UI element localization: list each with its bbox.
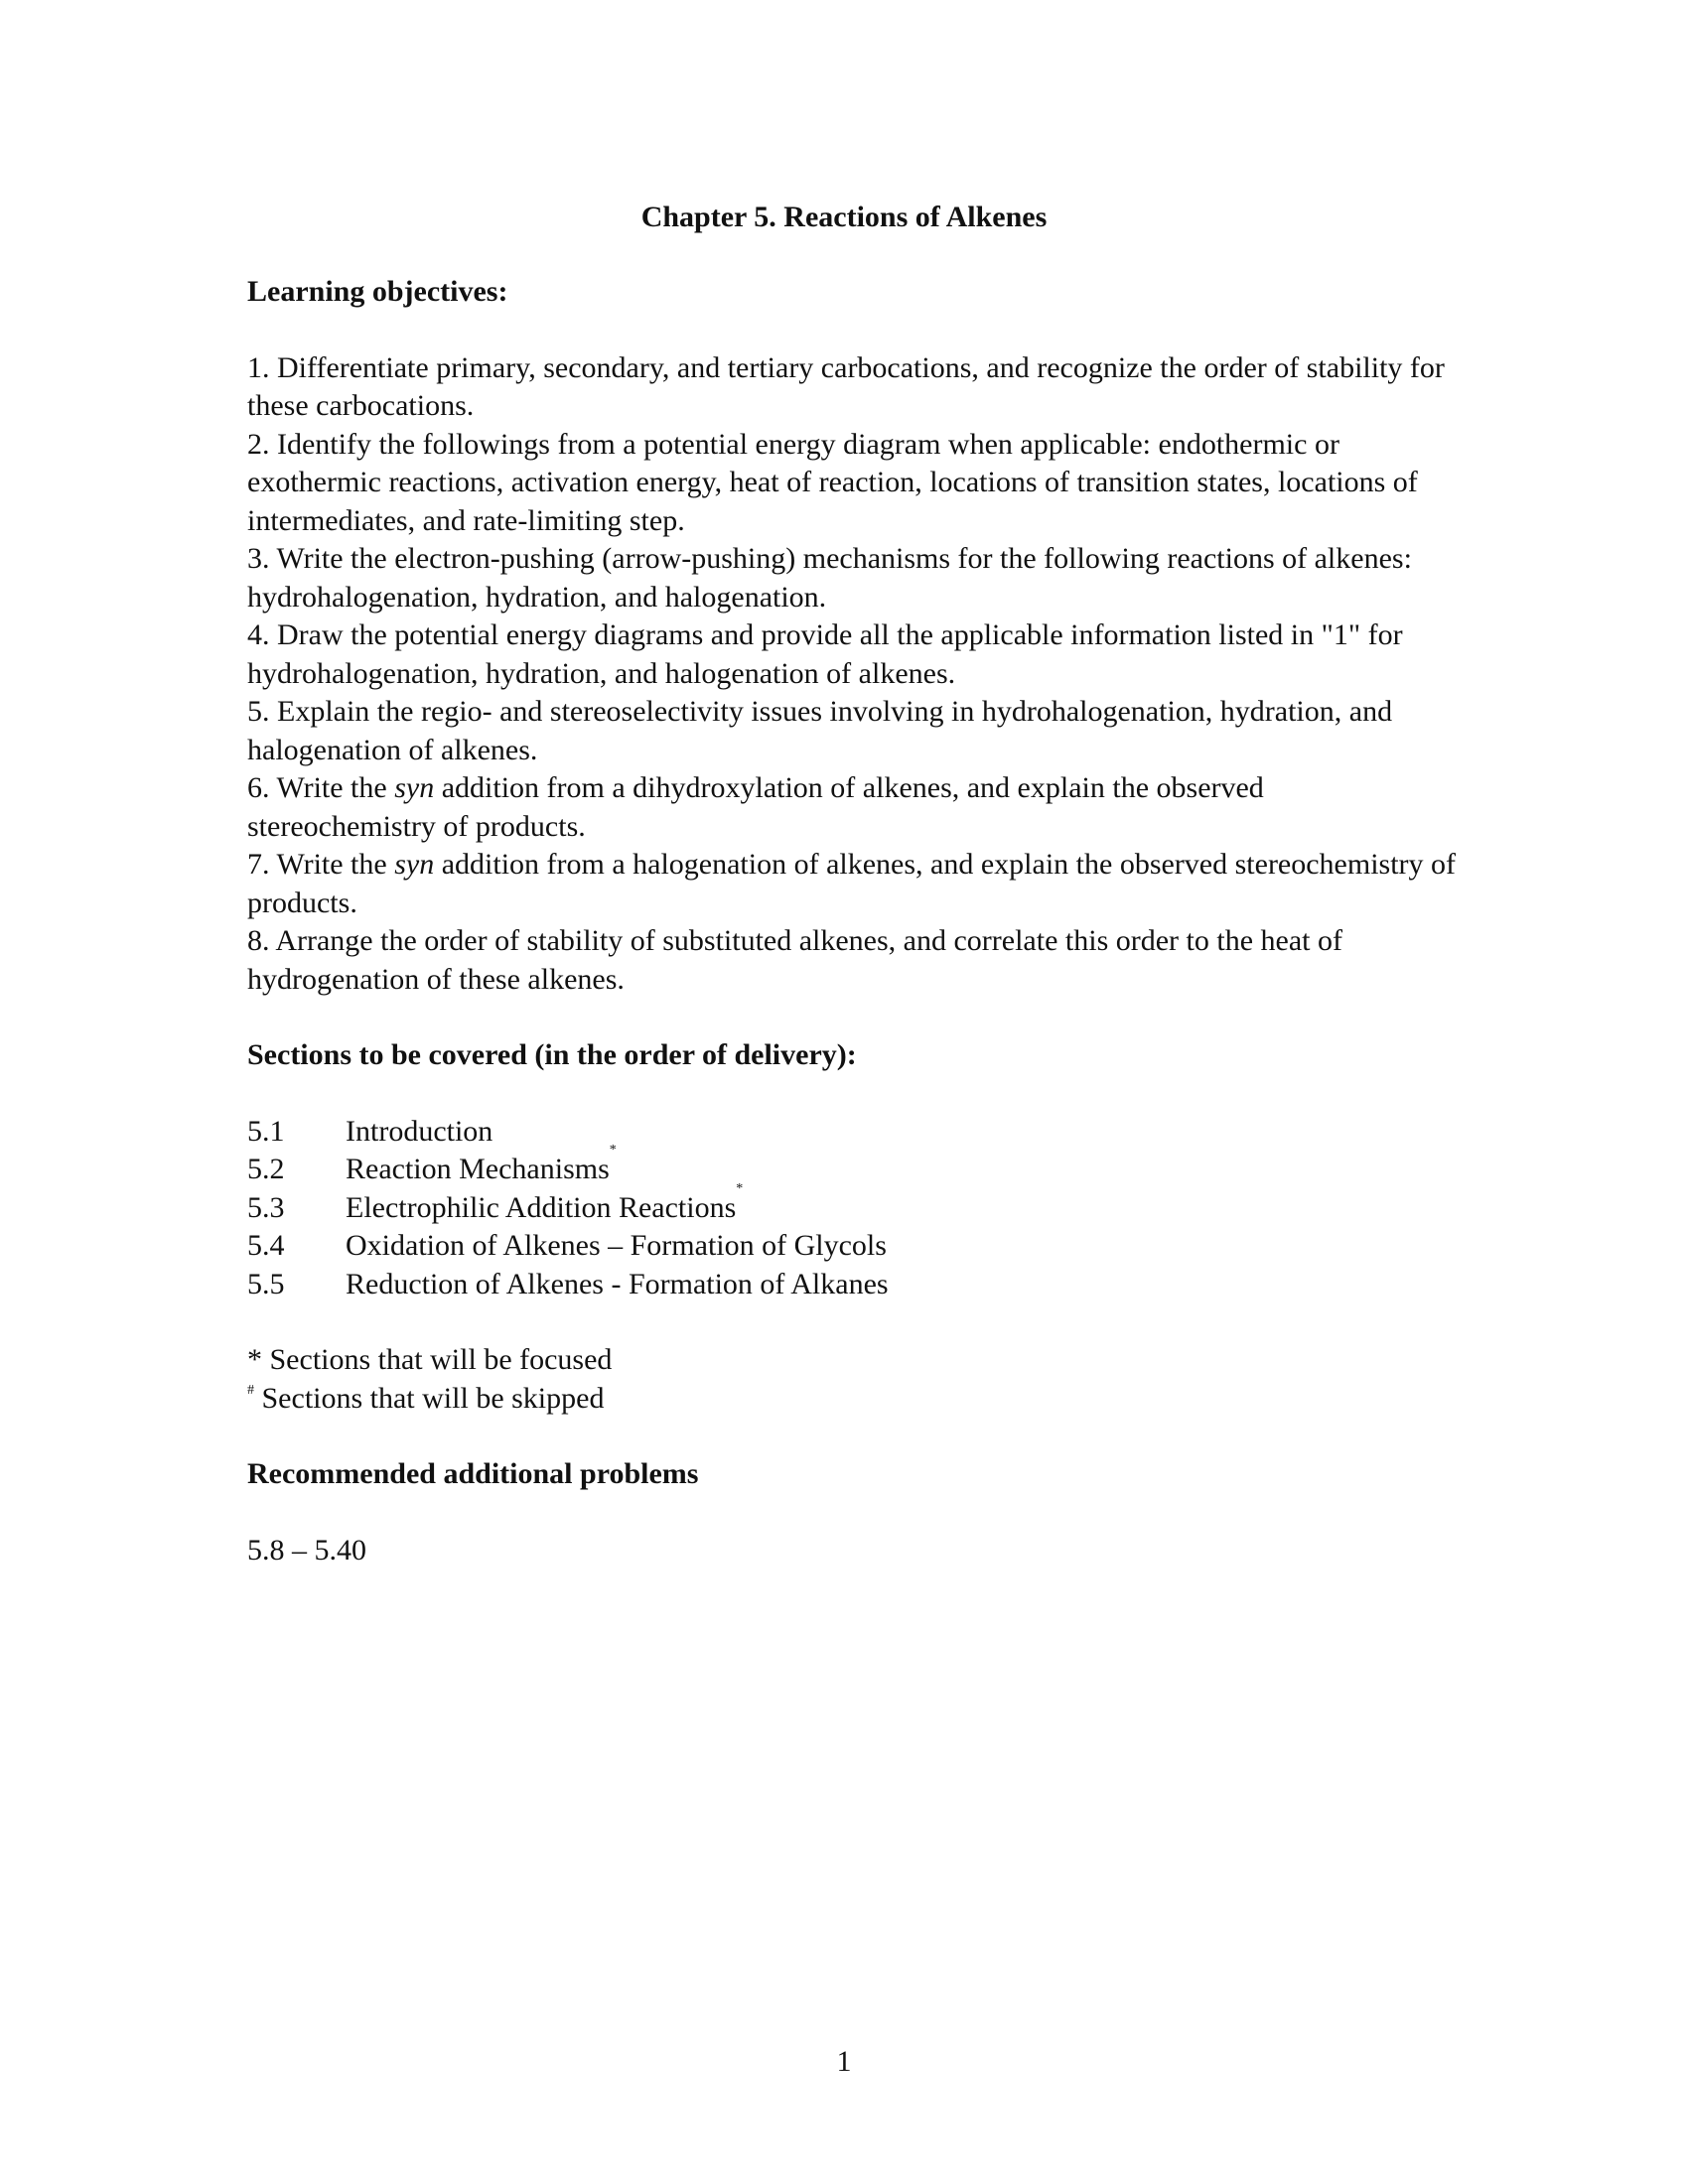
sections-list: [247, 1113, 1459, 1304]
section-item: [247, 1266, 1459, 1304]
section-mark: *: [609, 1143, 617, 1158]
section-number: 5.5: [247, 1267, 285, 1300]
chapter-title: Chapter 5. Reactions of Alkenes: [640, 201, 1048, 233]
objectives-list: [247, 349, 1459, 1000]
section-number: 5.3: [247, 1190, 285, 1224]
skipped-mark: #: [247, 1382, 254, 1398]
section-item: [247, 1227, 1459, 1266]
section-item: [247, 1143, 1459, 1189]
objective-item: 5. Explain the regio- and stereoselectivity issues involving in hydrohalogenation, hydration, and halogenation of alkenes.: [247, 695, 1393, 766]
objective-item: 1. Differentiate primary, secondary, and tertiary carbocations, and recognize the order of stability for these carbocations.: [247, 350, 1445, 422]
sections-heading: Sections to be covered (in the order of delivery):: [247, 1038, 857, 1071]
section-title: Introduction: [346, 1114, 493, 1148]
recommended-range: 5.8 – 5.40: [247, 1533, 366, 1567]
focused-note: * Sections that will be focused: [247, 1343, 613, 1376]
objectives-heading: Learning objectives:: [247, 275, 508, 308]
section-number: 5.2: [247, 1153, 285, 1185]
recommended-heading: Recommended additional problems: [247, 1457, 699, 1490]
objective-item: 7. Write the syn addition from a halogenation of alkenes, and explain the observed stereochemistry of products.: [247, 848, 1457, 919]
section-mark: *: [736, 1180, 744, 1196]
section-title: Reaction Mechanisms: [346, 1153, 610, 1185]
section-number: 5.4: [247, 1229, 285, 1262]
section-title: Electrophilic Addition Reactions: [346, 1190, 737, 1224]
section-item: [247, 1180, 1459, 1228]
objective-item: 8. Arrange the order of stability of substituted alkenes, and correlate this order to the heat of hydrogenation of these alkenes.: [247, 924, 1342, 996]
page-number: 1: [836, 2045, 852, 2078]
objective-item: 3. Write the electron-pushing (arrow-pushing) mechanisms for the following reactions of alkenes: hydrohalogenation, hydration, and halogenation.: [247, 542, 1412, 614]
page-content: [247, 273, 1459, 1570]
section-title: Reduction of Alkenes - Formation of Alkanes: [346, 1267, 889, 1300]
section-title: Oxidation of Alkenes – Formation of Glycols: [346, 1229, 887, 1262]
objective-item: 4. Draw the potential energy diagrams and provide all the applicable information listed in "1" for hydrohalogenation, hydration, and halogenation of alkenes.: [247, 618, 1403, 690]
section-number: 5.1: [247, 1114, 285, 1148]
section-item: [247, 1113, 1459, 1152]
objective-item: 6. Write the syn addition from a dihydroxylation of alkenes, and explain the observed stereochemistry of products.: [247, 771, 1264, 843]
objective-item: 2. Identify the followings from a potential energy diagram when applicable: endothermic or exothermic reactions, activation energy, heat of reaction, locations of transition states, locations of intermediates, and rate-limiting step.: [247, 427, 1418, 537]
skipped-note: # Sections that will be skipped: [247, 1381, 605, 1415]
section-notes: [247, 1341, 1459, 1418]
